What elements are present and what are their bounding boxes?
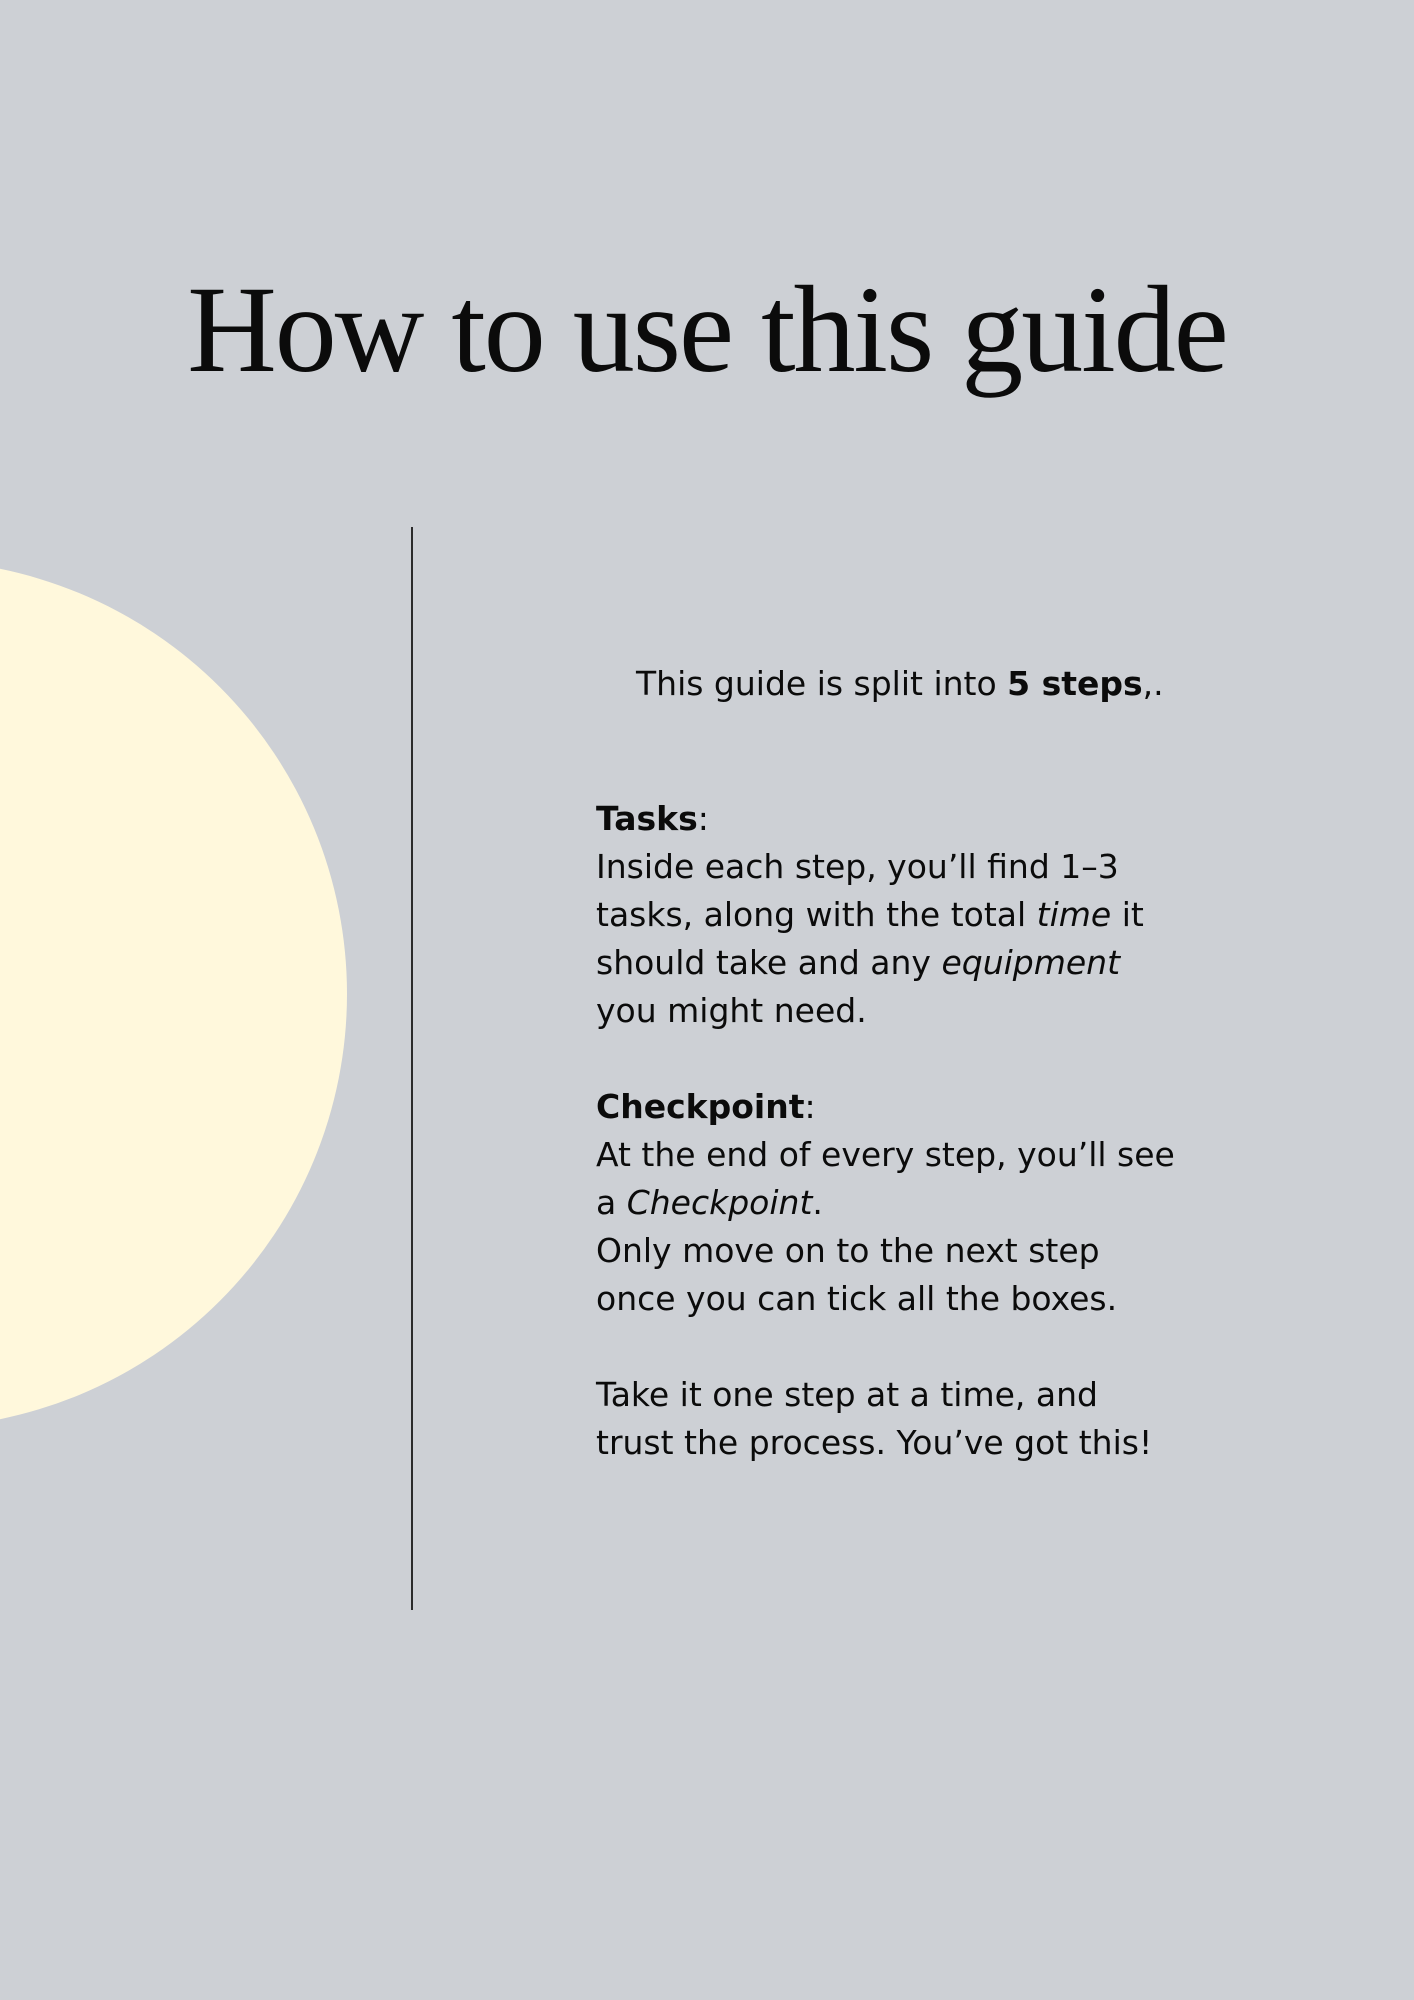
intro-prefix: This guide is split into bbox=[636, 664, 1008, 703]
time-emphasis: time bbox=[1036, 895, 1112, 934]
checkpoint-line-1: At the end of every step, you’ll see bbox=[596, 1135, 1175, 1174]
tasks-line-4: you might need. bbox=[596, 991, 867, 1030]
checkpoint-line-4: once you can tick all the boxes. bbox=[596, 1279, 1118, 1318]
decorative-half-circle bbox=[0, 560, 347, 1428]
checkpoint-heading: Checkpoint bbox=[596, 1087, 805, 1126]
tasks-line-3 bbox=[596, 939, 1216, 987]
intro-suffix: ,. bbox=[1142, 664, 1164, 703]
tasks-line-3-prefix: should take and any bbox=[596, 943, 942, 982]
tasks-line-2-prefix: tasks, along with the total bbox=[596, 895, 1037, 934]
guide-content bbox=[596, 660, 1216, 1515]
vertical-divider bbox=[411, 527, 413, 1610]
tasks-heading: Tasks bbox=[596, 799, 698, 838]
checkpoint-line-2-prefix: a bbox=[596, 1183, 627, 1222]
closing-line-2: trust the process. You’ve got this! bbox=[596, 1423, 1153, 1462]
closing-section bbox=[596, 1371, 1216, 1467]
checkpoint-heading-line bbox=[596, 1083, 1216, 1131]
tasks-colon: : bbox=[697, 799, 709, 838]
checkpoint-line-2 bbox=[596, 1179, 1216, 1227]
checkpoint-section bbox=[596, 1083, 1216, 1323]
closing-line-1: Take it one step at a time, and bbox=[596, 1375, 1098, 1414]
checkpoint-line-2-suffix: . bbox=[812, 1183, 823, 1222]
tasks-section bbox=[596, 795, 1216, 1035]
tasks-line-1: Inside each step, you’ll find 1–3 bbox=[596, 847, 1119, 886]
checkpoint-colon: : bbox=[804, 1087, 816, 1126]
equipment-emphasis: equipment bbox=[941, 943, 1121, 982]
page-title: How to use this guide bbox=[187, 261, 1227, 398]
tasks-heading-line bbox=[596, 795, 1216, 843]
steps-count: 5 steps bbox=[1007, 664, 1143, 703]
checkpoint-emphasis: Checkpoint bbox=[626, 1183, 813, 1222]
tasks-line-2-suffix: it bbox=[1111, 895, 1144, 934]
tasks-line-2 bbox=[596, 891, 1216, 939]
intro-text bbox=[636, 660, 1216, 708]
checkpoint-line-3: Only move on to the next step bbox=[596, 1231, 1100, 1270]
